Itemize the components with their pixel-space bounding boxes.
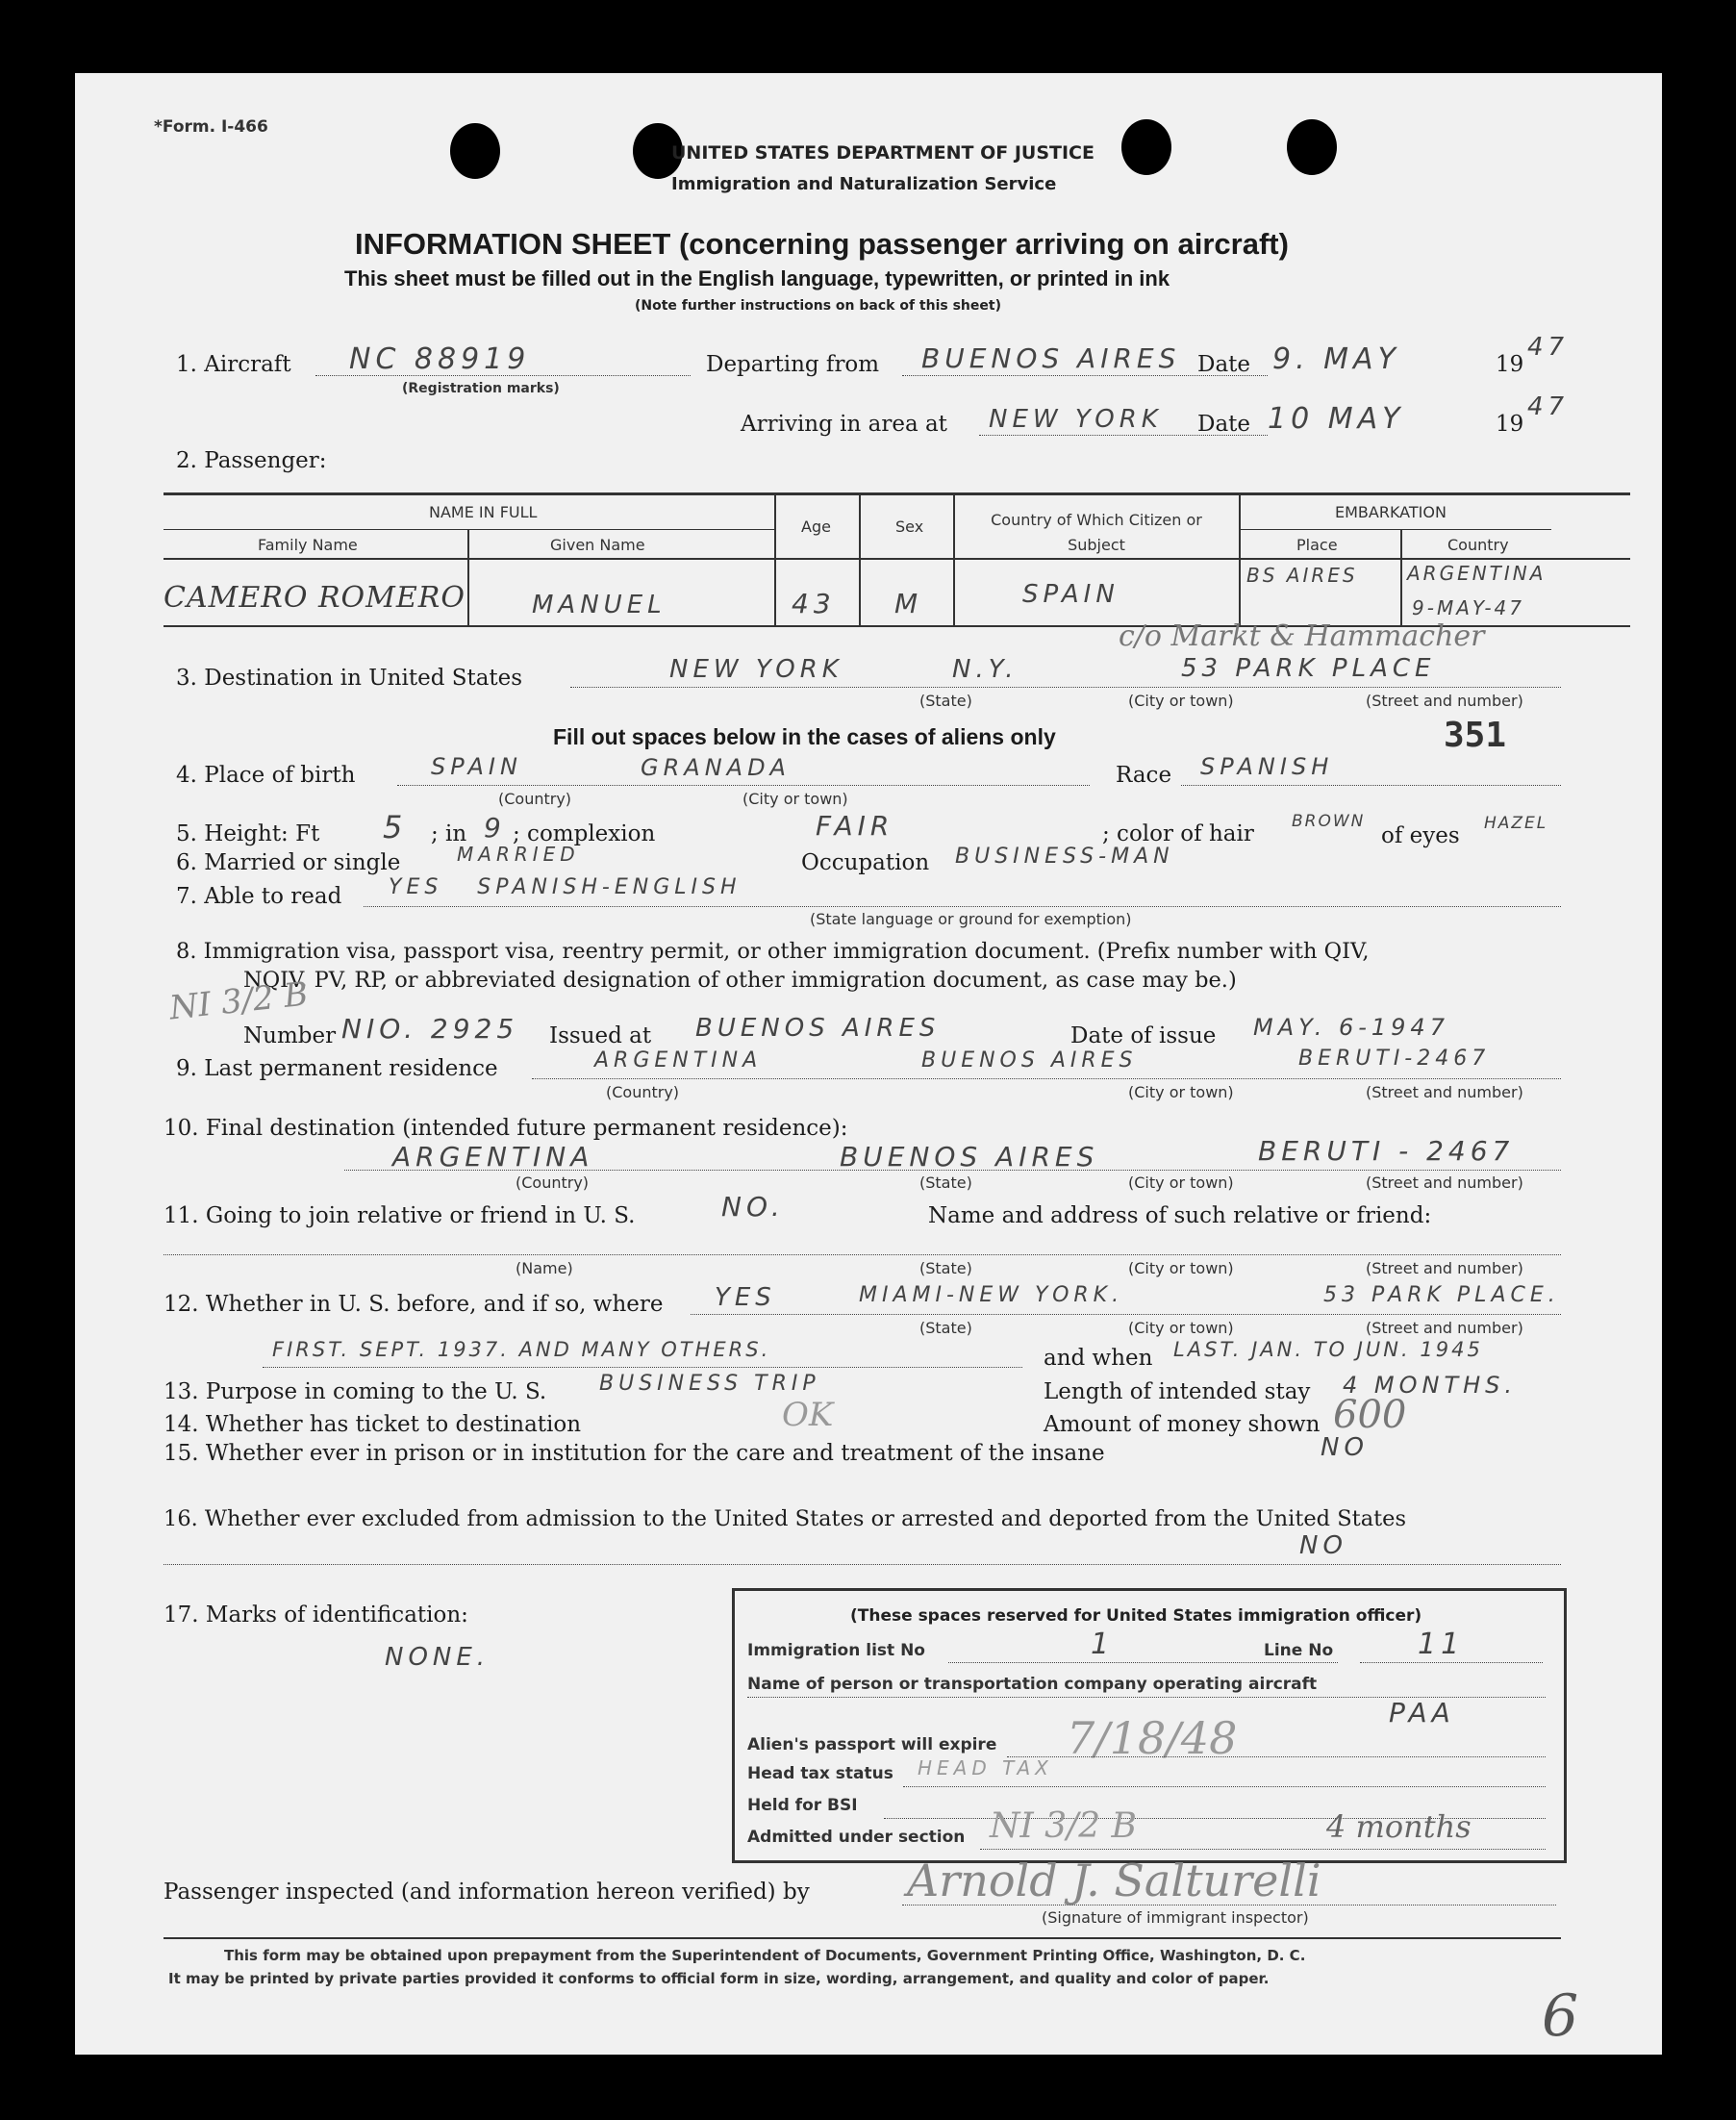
visa-number: NIO. 2925	[341, 1013, 519, 1045]
before-street: 53 PARK PLACE.	[1323, 1283, 1560, 1307]
arriving-value: NEW YORK	[989, 405, 1163, 434]
final-city-caption: (City or town)	[1128, 1174, 1234, 1192]
residence-city: BUENOS AIRES	[921, 1048, 1138, 1073]
dest-street-caption: (Street and number)	[1366, 692, 1523, 710]
eyes-value: HAZEL	[1484, 814, 1548, 833]
date-of-issue-label: Date of issue	[1070, 1023, 1217, 1048]
arrive-date: 10 MAY	[1268, 402, 1405, 436]
given-name-value: MANUEL	[532, 591, 667, 619]
family-name-value: CAMERO ROMERO	[164, 581, 465, 615]
departing-value: BUENOS AIRES	[921, 342, 1181, 374]
number-label: Number	[243, 1023, 337, 1048]
complexion-label: ; complexion	[513, 821, 656, 846]
complexion-value: FAIR	[816, 810, 894, 842]
q2-label: 2. Passenger:	[176, 448, 327, 473]
q12-label: 12. Whether in U. S. before, and if so, where	[164, 1292, 664, 1317]
q10-label: 10. Final destination (intended future permanent residence):	[164, 1116, 848, 1141]
excluded-value: NO	[1299, 1531, 1347, 1560]
service-heading: Immigration and Naturalization Service	[671, 174, 1057, 194]
before-street-caption: (Street and number)	[1366, 1319, 1523, 1337]
list-label: Immigration list No	[747, 1641, 925, 1660]
q5-label: 5. Height: Ft	[176, 821, 320, 846]
punch-hole	[1121, 119, 1171, 175]
officer-header: (These spaces reserved for United States immigration officer)	[850, 1606, 1422, 1626]
stamp-number: 351	[1444, 716, 1507, 755]
depart-year: 47	[1527, 333, 1570, 362]
q1-label: 1. Aircraft	[176, 352, 291, 377]
marks-value: NONE.	[385, 1643, 491, 1672]
read-caption: (State language or ground for exemption)	[810, 910, 1132, 928]
issued-label: Issued at	[549, 1023, 652, 1048]
date-of-issue: MAY. 6-1947	[1253, 1014, 1449, 1041]
birth-city: GRANADA	[641, 754, 791, 781]
ticket-value: OK	[782, 1396, 834, 1434]
relative-name-caption: (Name)	[516, 1259, 573, 1277]
occupation-label: Occupation	[801, 850, 930, 875]
place-header: Place	[1296, 536, 1338, 554]
date-label: Date	[1197, 352, 1251, 377]
before-value: YES	[715, 1283, 776, 1312]
embarkation-header: EMBARKATION	[1335, 503, 1447, 521]
admitted-value: NI 3/2 B	[990, 1806, 1137, 1846]
citizen-value: SPAIN	[1022, 580, 1120, 609]
operator-value: PAA	[1389, 1697, 1455, 1729]
residence-street-caption: (Street and number)	[1366, 1083, 1523, 1101]
first-visit: FIRST. SEPT. 1937. AND MANY OTHERS.	[272, 1338, 771, 1361]
final-street-caption: (Street and number)	[1366, 1174, 1523, 1192]
department-heading: UNITED STATES DEPARTMENT OF JUSTICE	[671, 142, 1094, 164]
footer-line1: This form may be obtained upon prepayment from the Superintendent of Documents, Government Printing Office, Washington, D. C.	[224, 1947, 1306, 1964]
officer-box	[732, 1588, 1567, 1863]
admitted-label: Admitted under section	[747, 1828, 966, 1847]
operator-label: Name of person or transportation company operating aircraft	[747, 1675, 1318, 1694]
inspected-label: Passenger inspected (and information hereon verified) by	[164, 1880, 810, 1905]
money-label: Amount of money shown	[1044, 1412, 1321, 1437]
height-ft: 5	[383, 809, 408, 845]
aircraft-value: NC 88919	[349, 342, 531, 376]
q4-label: 4. Place of birth	[176, 763, 356, 788]
before-city-caption: (City or town)	[1128, 1319, 1234, 1337]
headtax-value: HEAD TAX	[918, 1756, 1053, 1779]
form-note: (Note further instructions on back of this sheet)	[635, 298, 1001, 314]
arrive-year: 47	[1527, 392, 1570, 421]
q14-label: 14. Whether has ticket to destination	[164, 1412, 582, 1437]
before-state-caption: (State)	[919, 1319, 972, 1337]
name-in-full-header: NAME IN FULL	[429, 503, 538, 521]
sex-header: Sex	[895, 517, 924, 536]
passport-value: 7/18/48	[1067, 1712, 1238, 1764]
page-mark: 6	[1542, 1982, 1579, 2050]
passport-label: Alien's passport will expire	[747, 1735, 997, 1754]
occupation-value: BUSINESS-MAN	[955, 845, 1174, 869]
eyes-label: of eyes	[1381, 823, 1460, 848]
embark-country-value: ARGENTINA	[1407, 562, 1547, 585]
signature-caption: (Signature of immigrant inspector)	[1042, 1908, 1309, 1927]
list-value: 1	[1091, 1628, 1115, 1661]
visa-margin-note: NI 3/2 B	[167, 974, 311, 1028]
year-prefix: 19	[1496, 352, 1524, 377]
birth-country-caption: (Country)	[498, 790, 572, 808]
headtax-label: Head tax status	[747, 1764, 893, 1783]
country-header: Country	[1447, 536, 1509, 554]
bsi-label: Held for BSI	[747, 1796, 858, 1815]
relative-name-label: Name and address of such relative or friend:	[928, 1203, 1432, 1228]
q6-label: 6. Married or single	[176, 850, 401, 875]
q13-label: 13. Purpose in coming to the U. S.	[164, 1379, 547, 1404]
dest-city-caption: (City or town)	[1128, 692, 1234, 710]
final-state-caption: (State)	[919, 1174, 972, 1192]
birth-country: SPAIN	[431, 753, 522, 780]
form-number: *Form. I-466	[154, 117, 268, 137]
relative-city-caption: (City or town)	[1128, 1259, 1234, 1277]
stay-label: Length of intended stay	[1044, 1379, 1311, 1404]
punch-hole	[450, 123, 500, 179]
place-value: BS AIRES	[1246, 564, 1358, 587]
aliens-only-header: Fill out spaces below in the cases of aliens only	[553, 724, 1056, 749]
relative-state-caption: (State)	[919, 1259, 972, 1277]
height-in: 9	[484, 812, 506, 844]
q8-line1: 8. Immigration visa, passport visa, reentry permit, or other immigration document. (Prefix number with QIV,	[176, 939, 1370, 964]
arrive-date-label: Date	[1197, 412, 1251, 437]
sex-value: M	[894, 588, 923, 619]
race-label: Race	[1116, 763, 1172, 788]
family-name-header: Family Name	[258, 536, 358, 554]
read-value: YES SPANISH-ENGLISH	[389, 875, 742, 899]
dest-state: NEW YORK	[669, 655, 843, 684]
when-value: LAST. JAN. TO JUN. 1945	[1173, 1338, 1483, 1361]
relative-street-caption: (Street and number)	[1366, 1259, 1523, 1277]
final-city: BUENOS AIRES	[840, 1141, 1099, 1173]
inspector-signature: Arnold J. Salturelli	[907, 1855, 1321, 1906]
citizen-header: Country of Which Citizen or Subject	[991, 511, 1202, 554]
admitted-time: 4 months	[1326, 1808, 1472, 1845]
punch-hole	[1287, 119, 1337, 175]
arriving-label: Arriving in area at	[741, 412, 947, 437]
before-city: MIAMI-NEW YORK.	[859, 1283, 1124, 1307]
q17-label: 17. Marks of identification:	[164, 1603, 468, 1628]
hair-value: BROWN	[1292, 812, 1366, 831]
dest-street: 53 PARK PLACE	[1181, 654, 1436, 683]
depart-date: 9. MAY	[1272, 342, 1400, 376]
q15-label: 15. Whether ever in prison or in institution for the care and treatment of the insane	[164, 1441, 1105, 1466]
final-country: ARGENTINA	[392, 1141, 594, 1173]
residence-street: BERUTI-2467	[1298, 1047, 1491, 1071]
age-value: 43	[792, 588, 836, 619]
form-title: INFORMATION SHEET (concerning passenger arriving on aircraft)	[355, 227, 1289, 261]
footer-line2: It may be printed by private parties provided it conforms to official form in size, wording, arrangement, and quality and color of paper.	[168, 1970, 1270, 1987]
prison-value: NO	[1321, 1433, 1369, 1462]
purpose-value: BUSINESS TRIP	[599, 1372, 820, 1396]
dest-state-caption: (State)	[919, 692, 972, 710]
when-label: and when	[1044, 1346, 1153, 1371]
registration-caption: (Registration marks)	[402, 381, 560, 396]
q3-label: 3. Destination in United States	[176, 666, 523, 691]
given-name-header: Given Name	[550, 536, 645, 554]
birth-city-caption: (City or town)	[742, 790, 848, 808]
q9-label: 9. Last permanent residence	[176, 1056, 498, 1081]
care-of-note: c/o Markt & Hammacher	[1119, 619, 1485, 653]
dest-city: N.Y.	[952, 655, 1019, 684]
arrive-year-prefix: 19	[1496, 412, 1524, 437]
embark-date-value: 9-MAY-47	[1412, 596, 1525, 619]
money-value: 600	[1333, 1393, 1407, 1437]
line-value: 11	[1418, 1628, 1465, 1661]
hair-label: ; color of hair	[1102, 821, 1254, 846]
residence-city-caption: (City or town)	[1128, 1083, 1234, 1101]
form-subtitle: This sheet must be filled out in the English language, typewritten, or printed in ink	[344, 266, 1170, 290]
age-header: Age	[801, 517, 831, 536]
residence-country: ARGENTINA	[594, 1048, 763, 1073]
stay-value: 4 MONTHS.	[1343, 1372, 1518, 1399]
q7-label: 7. Able to read	[176, 884, 342, 909]
final-country-caption: (Country)	[516, 1174, 590, 1192]
q8-line2: NQIV, PV, RP, or abbreviated designation of other immigration document, as case may be.)	[243, 968, 1237, 993]
q16-label: 16. Whether ever excluded from admission to the United States or arrested and deported from the United States	[164, 1506, 1407, 1531]
issued-value: BUENOS AIRES	[695, 1014, 941, 1043]
residence-country-caption: (Country)	[606, 1083, 680, 1101]
final-street: BERUTI - 2467	[1258, 1135, 1515, 1167]
q11-label: 11. Going to join relative or friend in U. S.	[164, 1203, 636, 1228]
departing-label: Departing from	[706, 352, 880, 377]
married-value: MARRIED	[457, 843, 580, 866]
line-label: Line No	[1264, 1641, 1334, 1660]
form-sheet	[75, 73, 1662, 2055]
in-label: ; in	[431, 821, 467, 846]
race-value: SPANISH	[1200, 753, 1334, 780]
join-value: NO.	[721, 1191, 785, 1223]
